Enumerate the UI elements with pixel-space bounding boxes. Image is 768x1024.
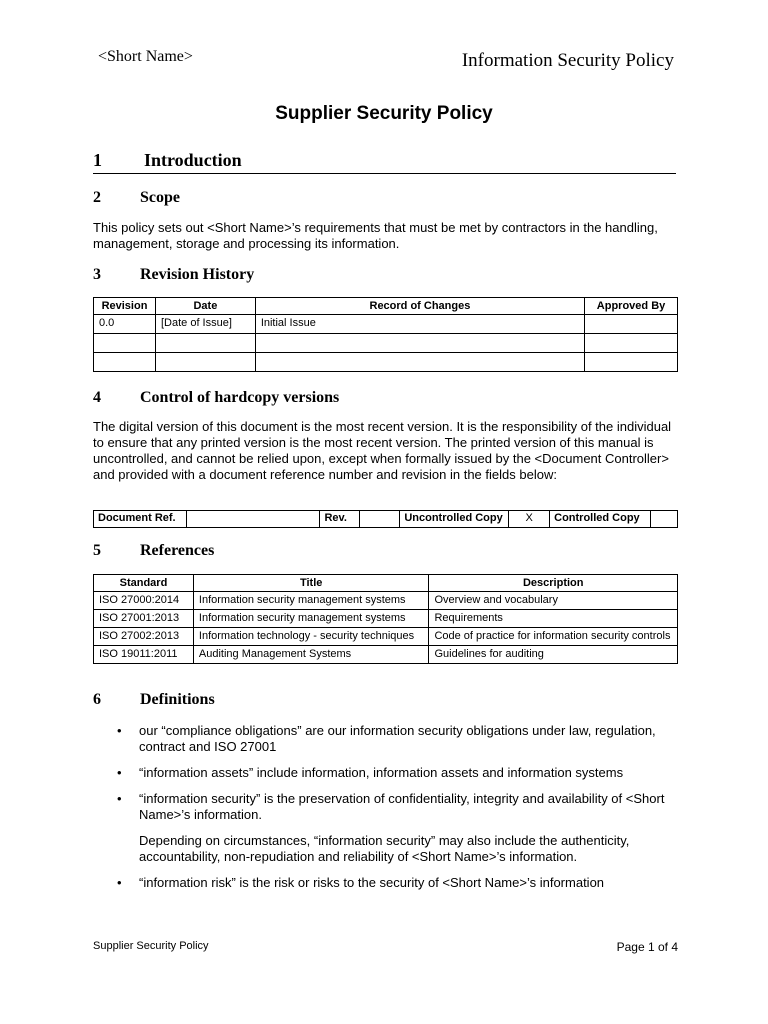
table-cell: ISO 19011:2011 (94, 646, 194, 664)
table-header-row (94, 575, 678, 592)
section-2-heading (93, 189, 180, 207)
section-6-heading (93, 691, 215, 709)
document-control-table (93, 510, 678, 528)
rev-label: Rev. (320, 511, 360, 528)
section-number: 2 (93, 189, 101, 206)
table-cell (94, 334, 156, 353)
table-cell: Overview and vocabulary (429, 592, 678, 610)
section-title: Definitions (140, 691, 215, 708)
document-ref-field[interactable] (186, 511, 320, 528)
section-number: 4 (93, 389, 101, 406)
column-header: Date (155, 298, 255, 315)
section-title: Scope (140, 189, 180, 206)
table-cell (585, 353, 678, 372)
document-ref-label: Document Ref. (94, 511, 187, 528)
references-table (93, 574, 678, 664)
section-1-heading (93, 150, 676, 174)
table-row (94, 610, 678, 628)
table-cell (94, 353, 156, 372)
section-4-heading (93, 389, 339, 407)
table-cell: Guidelines for auditing (429, 646, 678, 664)
header-short-name: <Short Name> (98, 48, 193, 65)
footer-document-name: Supplier Security Policy (93, 940, 209, 952)
definition-text: “information risk” is the risk or risks to the security of <Short Name>’s information (139, 875, 605, 890)
section-5-heading (93, 542, 214, 560)
list-item (117, 723, 677, 755)
section-3-heading (93, 266, 254, 284)
column-header: Revision (94, 298, 156, 315)
table-cell: Information technology - security techniques (193, 628, 429, 646)
uncontrolled-copy-label: Uncontrolled Copy (400, 511, 509, 528)
column-header: Standard (94, 575, 194, 592)
section-title: References (140, 542, 215, 559)
controlled-copy-mark[interactable] (651, 511, 678, 528)
definition-text: “information security” is the preservation of confidentiality, integrity and availability of <Short Name>’s information. (139, 791, 665, 822)
bullet-icon: • (117, 791, 122, 806)
definition-text: “information assets” include information, information assets and information systems (139, 765, 624, 780)
table-cell: [Date of Issue] (155, 315, 255, 334)
table-cell (155, 334, 255, 353)
section-number: 1 (93, 150, 102, 170)
table-cell: Information security management systems (193, 592, 429, 610)
column-header: Title (193, 575, 429, 592)
definition-text: our “compliance obligations” are our information security obligations under law, regulation, contract and ISO 27001 (139, 723, 656, 754)
list-item (117, 875, 677, 891)
definitions-list (117, 723, 677, 901)
table-cell: 0.0 (94, 315, 156, 334)
table-row (94, 592, 678, 610)
table-cell: Code of practice for information security controls (429, 628, 678, 646)
column-header: Approved By (585, 298, 678, 315)
list-item (117, 765, 677, 781)
document-title: Supplier Security Policy (275, 103, 493, 124)
section-title: Control of hardcopy versions (140, 389, 340, 406)
section-title: Revision History (140, 266, 255, 283)
section-title: Introduction (144, 150, 242, 170)
table-cell: Requirements (429, 610, 678, 628)
table-cell: ISO 27001:2013 (94, 610, 194, 628)
hardcopy-paragraph: The digital version of this document is the most recent version. It is the responsibility of the individual to ensure that any printed version is the most recent version. The printed version of this manual is uncontrolled, and cannot be relied upon, except when formally issued by the <Document Controller> and provided with a document reference number and revision in the fields below: (93, 419, 672, 482)
table-cell (155, 353, 255, 372)
section-number: 6 (93, 691, 101, 708)
definition-subtext: Depending on circumstances, “information security” may also include the authenticity, accountability, non-repudiation and reliability of <Short Name>’s information. (139, 833, 630, 864)
footer-page-number: Page 1 of 4 (616, 940, 678, 954)
section-number: 5 (93, 542, 101, 559)
section-number: 3 (93, 266, 101, 283)
table-row (94, 334, 678, 353)
table-cell (585, 334, 678, 353)
table-cell (585, 315, 678, 334)
table-cell (255, 334, 584, 353)
bullet-icon: • (117, 765, 122, 780)
uncontrolled-copy-mark[interactable]: X (509, 511, 550, 528)
table-cell: Information security management systems (193, 610, 429, 628)
bullet-icon: • (117, 723, 122, 738)
table-row (94, 646, 678, 664)
table-row (94, 628, 678, 646)
table-cell: ISO 27000:2014 (94, 592, 194, 610)
table-cell: Auditing Management Systems (193, 646, 429, 664)
table-cell: Initial Issue (255, 315, 584, 334)
revision-history-table (93, 297, 678, 372)
column-header: Record of Changes (255, 298, 584, 315)
table-cell (255, 353, 584, 372)
header-policy-name: Information Security Policy (461, 50, 674, 71)
bullet-icon: • (117, 875, 122, 890)
table-cell: ISO 27002:2013 (94, 628, 194, 646)
table-row (94, 315, 678, 334)
table-header-row (94, 298, 678, 315)
controlled-copy-label: Controlled Copy (550, 511, 651, 528)
column-header: Description (429, 575, 678, 592)
table-row (94, 353, 678, 372)
rev-field[interactable] (360, 511, 400, 528)
list-item (117, 791, 677, 865)
scope-paragraph: This policy sets out <Short Name>’s requirements that must be met by contractors in the handling, management, storage and processing its information. (93, 220, 658, 251)
